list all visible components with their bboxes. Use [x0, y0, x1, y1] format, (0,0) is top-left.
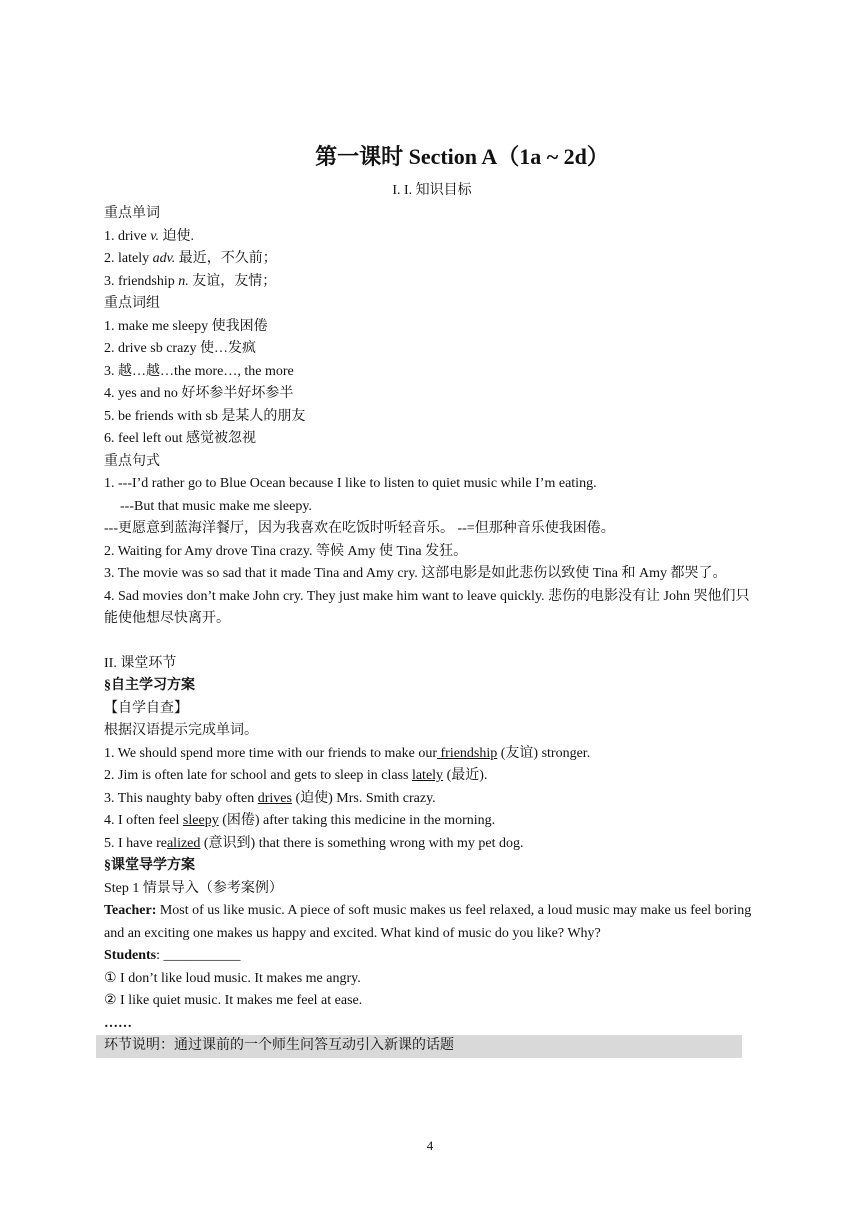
sentence-item: 2. Waiting for Amy drove Tina crazy. 等候 Amy 使 Tina 发狂。 [104, 543, 468, 559]
objectives-heading: I. I. 知识目标 [392, 183, 472, 198]
step-heading: Step 1 情景导入（参考案例） [104, 880, 283, 896]
answer: alized [166, 835, 201, 851]
exercise-instruction: 根据汉语提示完成单词。 [104, 723, 258, 738]
phrase-item: 2. drive sb crazy 使…发疯 [104, 341, 257, 356]
phrase-item: 4. yes and no 好坏参半好坏参半 [104, 386, 294, 401]
phrase-item: 1. make me sleepy 使我困倦 [104, 318, 268, 334]
sentence-item: 4. Sad movies don’t make John cry. They just make him want to leave quickly. 悲伤的电影没有让 John 哭他们只能使他想尽快离开。 [104, 588, 750, 626]
sentence-item: 1. ---I’d rather go to Blue Ocean because I like to listen to quiet music while I’m eating. [104, 476, 597, 491]
document-page [104, 140, 760, 1058]
self-study-heading: §自主学习方案 [104, 678, 195, 693]
answer: sleepy [182, 813, 219, 828]
exercise-item: 1. We should spend more time with our friends to make our friendship (友谊) stronger. [104, 745, 591, 761]
page-number: 4 [426, 1138, 434, 1153]
word-item: 3. friendship n. 友谊，友情； [104, 273, 277, 289]
phrases-heading: 重点词组 [104, 296, 160, 311]
section-heading: II. 课堂环节 [104, 655, 177, 671]
phrase-item: 6. feel left out 感觉被忽视 [104, 431, 257, 446]
answer: drives [257, 790, 292, 806]
sentence-item: ---But that music make me sleepy. [120, 498, 312, 514]
students-line: Students: ___________ [104, 948, 241, 963]
student-answer: ② I like quiet music. It makes me feel at ease. [104, 993, 363, 1008]
ellipsis: …… [104, 1015, 132, 1031]
phrase-item: 5. be friends with sb 是某人的朋友 [104, 408, 306, 424]
page-title: 第一课时 Section A（1a ~ 2d） [315, 144, 609, 169]
exercise-item: 3. This naughty baby often drives (迫使) Mrs. Smith crazy. [104, 790, 436, 806]
guided-heading: §课堂导学方案 [104, 858, 195, 873]
sentences-heading: 重点句式 [104, 453, 160, 469]
words-heading: 重点单词 [104, 206, 160, 221]
exercise-item: 4. I often feel sleepy (困倦) after taking this medicine in the morning. [104, 813, 496, 828]
teacher-line: Teacher: Most of us like music. A piece of soft music makes us feel relaxed, a loud music may make us feel boring and an exciting one makes us happy and excited. What kind of music do you like? Why? [104, 903, 752, 941]
sentence-translation: ---更愿意到蓝海洋餐厅，因为我喜欢在吃饭时听轻音乐。 --=但那种音乐使我困倦。 [104, 521, 615, 536]
student-answer: ① I don’t like loud music. It makes me angry. [104, 970, 361, 986]
word-item: 2. lately adv. 最近，不久前； [104, 251, 277, 266]
answer: friendship [437, 745, 498, 761]
exercise-item: 5. I have realized (意识到) that there is something wrong with my pet dog. [104, 835, 524, 851]
phrase-item: 3. 越…越…the more…, the more [104, 363, 294, 379]
self-check-heading: 【自学自查】 [104, 700, 188, 716]
answer: lately [411, 768, 444, 783]
section-note: 环节说明：通过课前的一个师生问答互动引入新课的话题 [96, 1035, 742, 1058]
sentence-item: 3. The movie was so sad that it made Tina and Amy cry. 这部电影是如此悲伤以致使 Tina 和 Amy 都哭了。 [104, 566, 727, 581]
exercise-item: 2. Jim is often late for school and gets to sleep in class lately (最近). [104, 768, 488, 783]
word-item: 1. drive v. 迫使. [104, 228, 194, 244]
